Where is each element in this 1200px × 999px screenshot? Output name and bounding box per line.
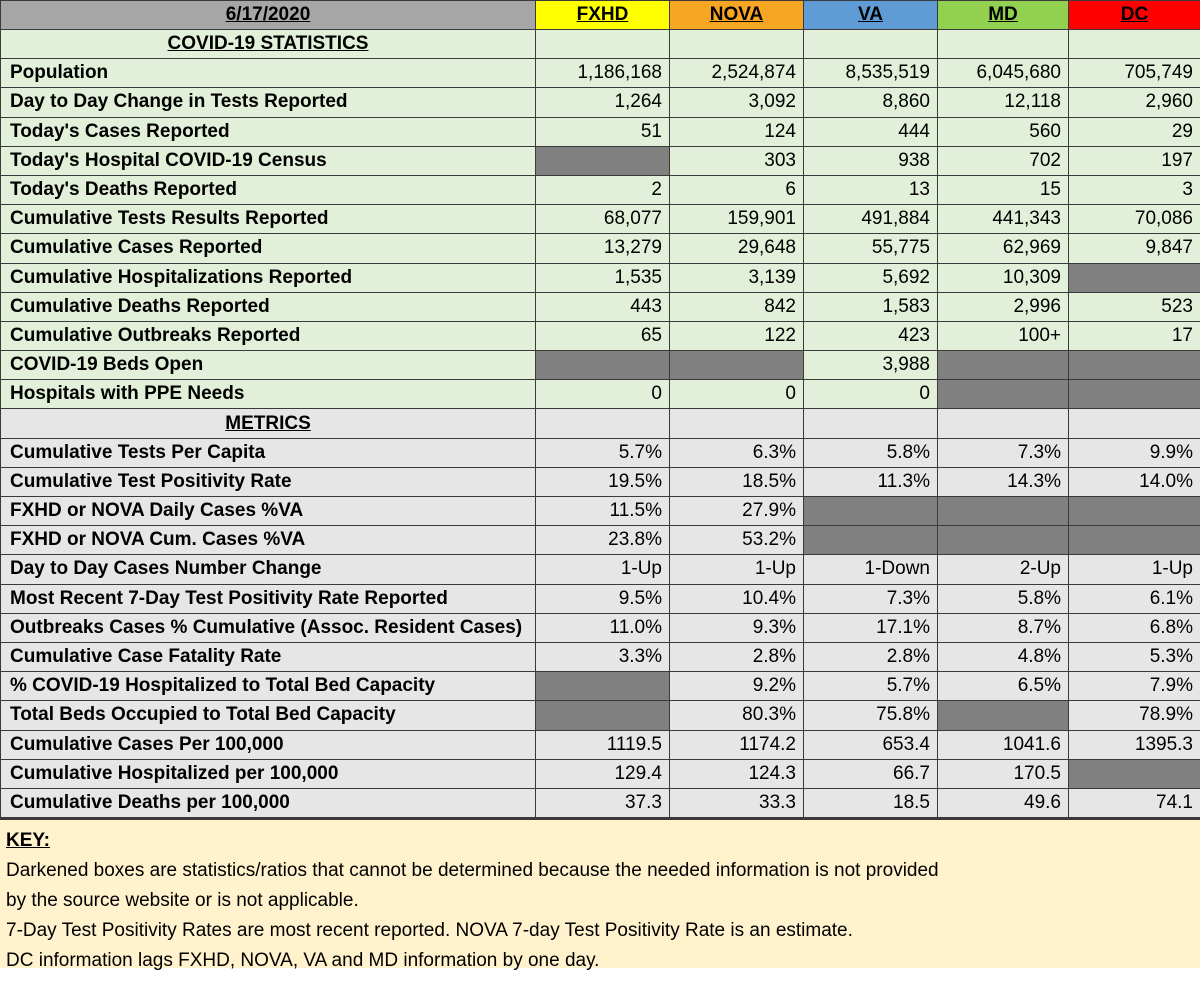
row-label: Cumulative Case Fatality Rate (1, 642, 536, 671)
row-label: Cumulative Test Positivity Rate (1, 467, 536, 496)
row-label: Cumulative Tests Per Capita (1, 438, 536, 467)
value-cell-md: 170.5 (938, 759, 1069, 788)
row-label: Cumulative Outbreaks Reported (1, 321, 536, 350)
value-cell-md: 2-Up (938, 555, 1069, 584)
value-cell-nova: 33.3 (670, 788, 804, 817)
value-cell-nova: 303 (670, 146, 804, 175)
row-label: Hospitals with PPE Needs (1, 380, 536, 409)
value-cell-fxhd: 1,186,168 (536, 59, 670, 88)
value-cell-fxhd: 11.5% (536, 497, 670, 526)
table-row (1, 497, 1200, 526)
value-cell-dc: 6.1% (1069, 584, 1200, 613)
value-cell-va: 1,583 (804, 292, 938, 321)
value-cell-nova: 2,524,874 (670, 59, 804, 88)
table-body (1, 30, 1200, 818)
table-row (1, 292, 1200, 321)
empty-cell (804, 409, 938, 438)
empty-cell (938, 409, 1069, 438)
value-cell-va: 1-Down (804, 555, 938, 584)
value-cell-va: 66.7 (804, 759, 938, 788)
table-row (1, 351, 1200, 380)
column-header-md: MD (938, 1, 1069, 30)
table-row (1, 467, 1200, 496)
value-cell-dc: 2,960 (1069, 88, 1200, 117)
value-cell-fxhd: 13,279 (536, 234, 670, 263)
table-row (1, 701, 1200, 730)
table-row (1, 380, 1200, 409)
unavailable-cell (1069, 351, 1200, 380)
table-row (1, 642, 1200, 671)
empty-cell (938, 30, 1069, 59)
value-cell-dc: 5.3% (1069, 642, 1200, 671)
unavailable-cell (1069, 263, 1200, 292)
value-cell-fxhd: 1119.5 (536, 730, 670, 759)
value-cell-dc: 29 (1069, 117, 1200, 146)
empty-cell (536, 409, 670, 438)
value-cell-md: 6.5% (938, 672, 1069, 701)
value-cell-nova: 124.3 (670, 759, 804, 788)
value-cell-nova: 27.9% (670, 497, 804, 526)
value-cell-fxhd: 5.7% (536, 438, 670, 467)
value-cell-va: 2.8% (804, 642, 938, 671)
value-cell-dc: 3 (1069, 175, 1200, 204)
value-cell-va: 13 (804, 175, 938, 204)
table-row (1, 205, 1200, 234)
value-cell-md: 15 (938, 175, 1069, 204)
row-label: Today's Cases Reported (1, 117, 536, 146)
value-cell-nova: 6 (670, 175, 804, 204)
value-cell-fxhd: 2 (536, 175, 670, 204)
empty-cell (1069, 409, 1200, 438)
key-line: by the source website or is not applicable. (6, 890, 359, 912)
unavailable-cell (804, 497, 938, 526)
value-cell-md: 2,996 (938, 292, 1069, 321)
value-cell-dc: 17 (1069, 321, 1200, 350)
table-row (1, 146, 1200, 175)
value-cell-nova: 10.4% (670, 584, 804, 613)
value-cell-fxhd: 0 (536, 380, 670, 409)
empty-cell (670, 409, 804, 438)
value-cell-fxhd: 1,264 (536, 88, 670, 117)
unavailable-cell (1069, 380, 1200, 409)
key-section (0, 818, 1200, 972)
key-line: 7-Day Test Positivity Rates are most recent reported. NOVA 7-day Test Positivity Rate is an estimate. (6, 920, 853, 942)
empty-cell (536, 30, 670, 59)
value-cell-fxhd: 23.8% (536, 526, 670, 555)
value-cell-dc: 6.8% (1069, 613, 1200, 642)
row-label: Outbreaks Cases % Cumulative (Assoc. Resident Cases) (1, 613, 536, 642)
table-row (1, 263, 1200, 292)
table-row (1, 672, 1200, 701)
value-cell-nova: 2.8% (670, 642, 804, 671)
value-cell-va: 5.7% (804, 672, 938, 701)
value-cell-va: 17.1% (804, 613, 938, 642)
row-label: Most Recent 7-Day Test Positivity Rate Reported (1, 584, 536, 613)
value-cell-md: 6,045,680 (938, 59, 1069, 88)
value-cell-va: 11.3% (804, 467, 938, 496)
value-cell-va: 5.8% (804, 438, 938, 467)
value-cell-va: 75.8% (804, 701, 938, 730)
row-label: COVID-19 Beds Open (1, 351, 536, 380)
value-cell-md: 5.8% (938, 584, 1069, 613)
key-line: Darkened boxes are statistics/ratios that cannot be determined because the needed information is not provided (6, 860, 939, 882)
value-cell-fxhd: 3.3% (536, 642, 670, 671)
value-cell-dc: 7.9% (1069, 672, 1200, 701)
metrics-section-title: METRICS (1, 409, 536, 438)
value-cell-va: 653.4 (804, 730, 938, 759)
table-row (1, 759, 1200, 788)
unavailable-cell (536, 672, 670, 701)
empty-cell (670, 30, 804, 59)
column-header-va: VA (804, 1, 938, 30)
value-cell-dc: 9,847 (1069, 234, 1200, 263)
row-label: Cumulative Deaths per 100,000 (1, 788, 536, 817)
value-cell-md: 8.7% (938, 613, 1069, 642)
stats-section-title: COVID-19 STATISTICS (1, 30, 536, 59)
unavailable-cell (804, 526, 938, 555)
table-row (1, 555, 1200, 584)
row-label: Cumulative Hospitalized per 100,000 (1, 759, 536, 788)
value-cell-va: 7.3% (804, 584, 938, 613)
column-header-dc: DC (1069, 1, 1200, 30)
table-row (1, 59, 1200, 88)
table-row (1, 117, 1200, 146)
value-cell-md: 702 (938, 146, 1069, 175)
row-label: Cumulative Tests Results Reported (1, 205, 536, 234)
value-cell-dc: 1395.3 (1069, 730, 1200, 759)
value-cell-md: 10,309 (938, 263, 1069, 292)
table-row (1, 321, 1200, 350)
value-cell-fxhd: 51 (536, 117, 670, 146)
value-cell-nova: 9.3% (670, 613, 804, 642)
row-label: Cumulative Cases Reported (1, 234, 536, 263)
value-cell-dc: 78.9% (1069, 701, 1200, 730)
value-cell-dc: 70,086 (1069, 205, 1200, 234)
unavailable-cell (1069, 497, 1200, 526)
unavailable-cell (536, 351, 670, 380)
value-cell-md: 4.8% (938, 642, 1069, 671)
value-cell-md: 560 (938, 117, 1069, 146)
value-cell-md: 49.6 (938, 788, 1069, 817)
value-cell-md: 100+ (938, 321, 1069, 350)
row-label: Cumulative Hospitalizations Reported (1, 263, 536, 292)
value-cell-fxhd: 19.5% (536, 467, 670, 496)
value-cell-fxhd: 68,077 (536, 205, 670, 234)
value-cell-va: 0 (804, 380, 938, 409)
value-cell-nova: 3,139 (670, 263, 804, 292)
table-row (1, 584, 1200, 613)
value-cell-va: 423 (804, 321, 938, 350)
table-row (1, 234, 1200, 263)
value-cell-va: 8,860 (804, 88, 938, 117)
unavailable-cell (1069, 759, 1200, 788)
value-cell-md: 12,118 (938, 88, 1069, 117)
value-cell-fxhd: 443 (536, 292, 670, 321)
value-cell-fxhd: 65 (536, 321, 670, 350)
metrics-section-header (1, 409, 1200, 438)
row-label: Today's Deaths Reported (1, 175, 536, 204)
value-cell-nova: 122 (670, 321, 804, 350)
unavailable-cell (938, 701, 1069, 730)
value-cell-dc: 14.0% (1069, 467, 1200, 496)
value-cell-dc: 74.1 (1069, 788, 1200, 817)
value-cell-fxhd: 9.5% (536, 584, 670, 613)
table-row (1, 438, 1200, 467)
empty-cell (804, 30, 938, 59)
row-label: % COVID-19 Hospitalized to Total Bed Capacity (1, 672, 536, 701)
value-cell-nova: 80.3% (670, 701, 804, 730)
column-header-nova: NOVA (670, 1, 804, 30)
value-cell-va: 491,884 (804, 205, 938, 234)
value-cell-md: 14.3% (938, 467, 1069, 496)
stats-section-header (1, 30, 1200, 59)
value-cell-md: 441,343 (938, 205, 1069, 234)
value-cell-fxhd: 37.3 (536, 788, 670, 817)
table-row (1, 526, 1200, 555)
row-label: FXHD or NOVA Daily Cases %VA (1, 497, 536, 526)
value-cell-nova: 159,901 (670, 205, 804, 234)
value-cell-nova: 6.3% (670, 438, 804, 467)
row-label: Day to Day Cases Number Change (1, 555, 536, 584)
value-cell-va: 444 (804, 117, 938, 146)
table-row (1, 175, 1200, 204)
value-cell-nova: 1-Up (670, 555, 804, 584)
value-cell-nova: 18.5% (670, 467, 804, 496)
value-cell-nova: 1174.2 (670, 730, 804, 759)
value-cell-nova: 0 (670, 380, 804, 409)
unavailable-cell (536, 701, 670, 730)
report-date: 6/17/2020 (1, 1, 536, 30)
value-cell-dc: 523 (1069, 292, 1200, 321)
value-cell-nova: 29,648 (670, 234, 804, 263)
unavailable-cell (938, 380, 1069, 409)
value-cell-fxhd: 1,535 (536, 263, 670, 292)
row-label: Today's Hospital COVID-19 Census (1, 146, 536, 175)
value-cell-md: 62,969 (938, 234, 1069, 263)
value-cell-nova: 53.2% (670, 526, 804, 555)
value-cell-nova: 9.2% (670, 672, 804, 701)
table-row (1, 613, 1200, 642)
value-cell-va: 18.5 (804, 788, 938, 817)
unavailable-cell (938, 497, 1069, 526)
value-cell-dc: 9.9% (1069, 438, 1200, 467)
value-cell-nova: 3,092 (670, 88, 804, 117)
empty-cell (1069, 30, 1200, 59)
row-label: Cumulative Deaths Reported (1, 292, 536, 321)
key-line: DC information lags FXHD, NOVA, VA and MD information by one day. (6, 950, 600, 972)
value-cell-dc: 1-Up (1069, 555, 1200, 584)
header-row (1, 1, 1200, 30)
value-cell-va: 55,775 (804, 234, 938, 263)
unavailable-cell (536, 146, 670, 175)
column-header-fxhd: FXHD (536, 1, 670, 30)
row-label: Population (1, 59, 536, 88)
row-label: FXHD or NOVA Cum. Cases %VA (1, 526, 536, 555)
value-cell-md: 1041.6 (938, 730, 1069, 759)
value-cell-va: 5,692 (804, 263, 938, 292)
table-row (1, 88, 1200, 117)
key-title: KEY: (6, 830, 50, 852)
value-cell-fxhd: 11.0% (536, 613, 670, 642)
row-label: Cumulative Cases Per 100,000 (1, 730, 536, 759)
value-cell-va: 3,988 (804, 351, 938, 380)
value-cell-nova: 124 (670, 117, 804, 146)
unavailable-cell (938, 526, 1069, 555)
value-cell-fxhd: 129.4 (536, 759, 670, 788)
row-label: Day to Day Change in Tests Reported (1, 88, 536, 117)
value-cell-md: 7.3% (938, 438, 1069, 467)
value-cell-nova: 842 (670, 292, 804, 321)
table-row (1, 730, 1200, 759)
value-cell-dc: 705,749 (1069, 59, 1200, 88)
row-label: Total Beds Occupied to Total Bed Capacity (1, 701, 536, 730)
unavailable-cell (1069, 526, 1200, 555)
value-cell-va: 8,535,519 (804, 59, 938, 88)
unavailable-cell (938, 351, 1069, 380)
value-cell-va: 938 (804, 146, 938, 175)
table-row (1, 788, 1200, 817)
value-cell-dc: 197 (1069, 146, 1200, 175)
value-cell-fxhd: 1-Up (536, 555, 670, 584)
unavailable-cell (670, 351, 804, 380)
